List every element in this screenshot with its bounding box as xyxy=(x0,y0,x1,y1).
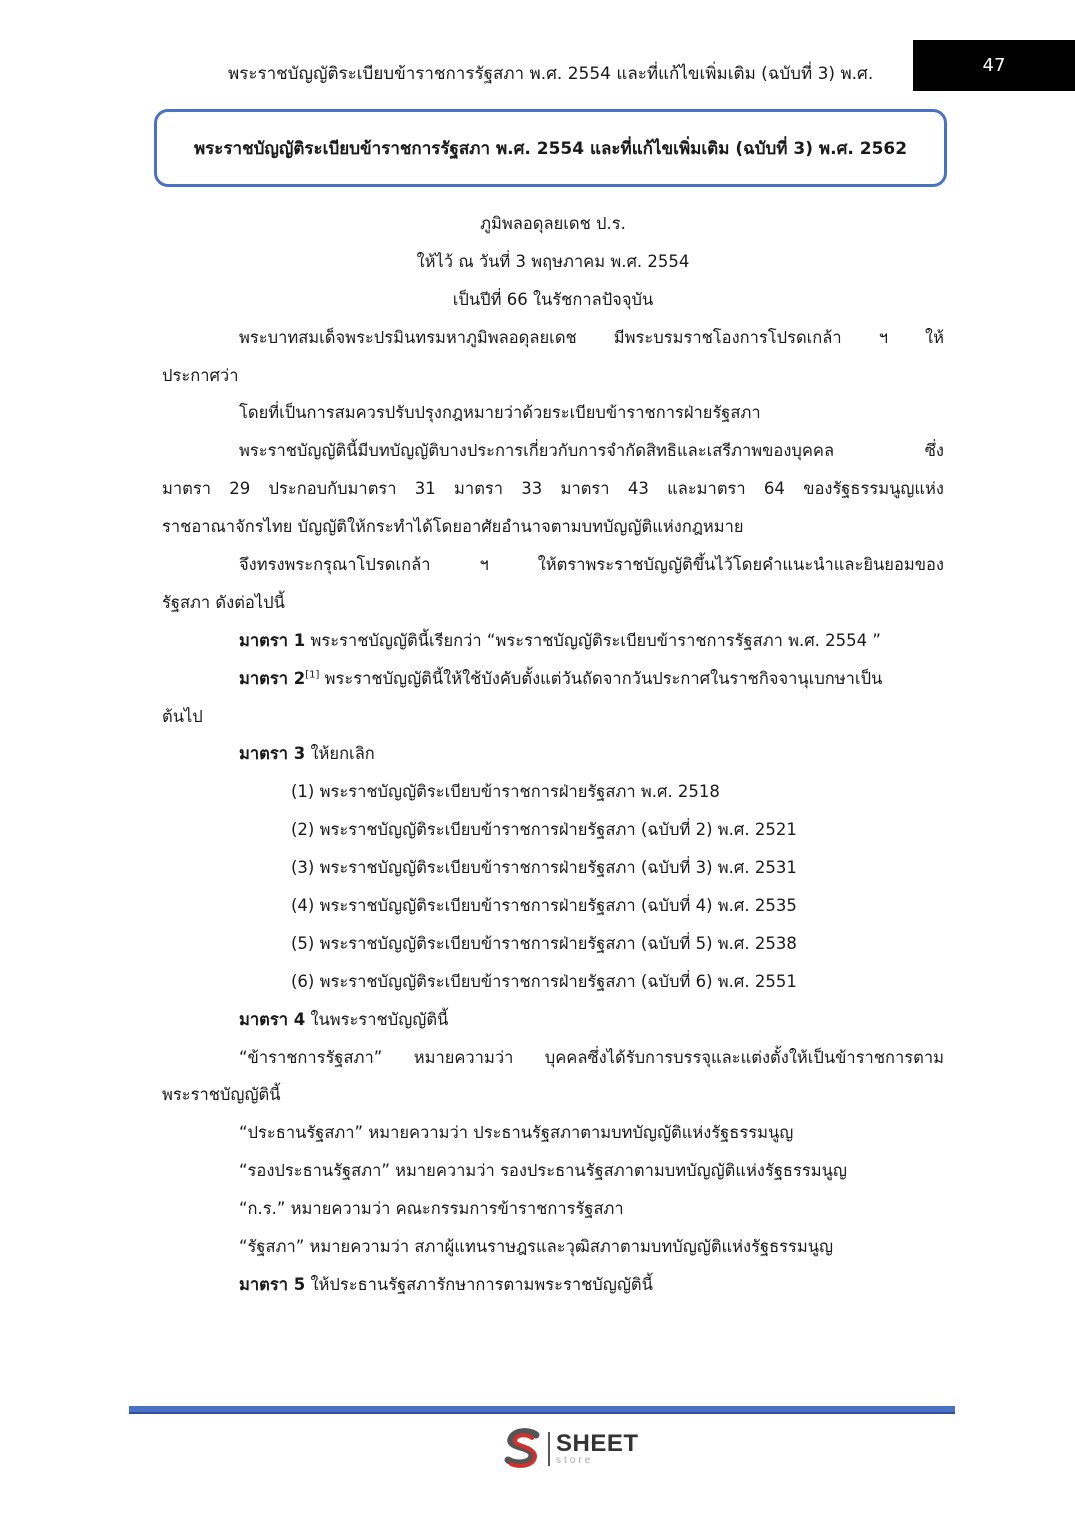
repeal-item: (6) พระราชบัญญัติระเบียบข้าราชการฝ่ายรัฐสภา (ฉบับที่ 6) พ.ศ. 2551 xyxy=(291,971,797,991)
definition-1: “ข้าราชการรัฐสภา” หมายความว่า บุคคลซึ่งได้รับการบรรจุและแต่งตั้งให้เป็นข้าราชการตาม xyxy=(239,1047,944,1067)
section-4-text: ในพระราชบัญญัตินี้ xyxy=(310,1009,449,1029)
repeal-item: (2) พระราชบัญญัติระเบียบข้าราชการฝ่ายรัฐสภา (ฉบับที่ 2) พ.ศ. 2521 xyxy=(291,820,797,840)
footnote-ref[interactable]: [1] xyxy=(305,669,320,681)
reign-year: เป็นปีที่ 66 ในรัชกาลปัจจุบัน xyxy=(452,289,654,309)
definition-5: “รัฐสภา” หมายความว่า สภาผู้แทนราษฎรและวุฒิสภาตามบทบัญญัติแห่งรัฐธรรมนูญ xyxy=(239,1237,834,1257)
section-3-label: มาตรา 3 xyxy=(239,744,306,764)
given-date: ให้ไว้ ณ วันที่ 3 พฤษภาคม พ.ศ. 2554 xyxy=(416,251,690,271)
section-2-label: มาตรา 2 xyxy=(239,668,306,688)
logo-text xyxy=(556,1432,639,1466)
section-1-label: มาตรา 1 xyxy=(239,630,306,650)
footer-divider xyxy=(129,1406,955,1414)
preamble-paragraph-3-cont: มาตรา 29 ประกอบกับมาตรา 31 มาตรา 33 มาตรา 43 และมาตรา 64 ของรัฐธรรมนูญแห่ง xyxy=(162,479,944,499)
sheet-store-logo xyxy=(502,1427,639,1471)
section-5-label: มาตรา 5 xyxy=(239,1274,306,1294)
sheet-store-logo-icon xyxy=(502,1427,544,1471)
preamble-paragraph-4-cont: รัฐสภา ดังต่อไปนี้ xyxy=(162,592,285,612)
repeal-item: (1) พระราชบัญญัติระเบียบข้าราชการฝ่ายรัฐสภา พ.ศ. 2518 xyxy=(291,782,720,802)
section-4 xyxy=(162,1001,944,1039)
logo-brand-sub: store xyxy=(556,1455,594,1466)
logo-brand: SHEET xyxy=(556,1430,639,1457)
running-header: พระราชบัญญัติระเบียบข้าราชการรัฐสภา พ.ศ. 2554 และที่แก้ไขเพิ่มเติม (ฉบับที่ 3) พ.ศ. xyxy=(228,64,874,84)
preamble-paragraph-1-cont: ประกาศว่า xyxy=(162,365,239,385)
preamble-paragraph-3: พระราชบัญญัตินี้มีบทบัญญัติบางประการเกี่ยวกับการจำกัดสิทธิและเสรีภาพของบุคคล ซึ่ง xyxy=(239,441,944,461)
definition-1-cont: พระราชบัญญัตินี้ xyxy=(162,1085,281,1105)
repeal-item: (3) พระราชบัญญัติระเบียบข้าราชการฝ่ายรัฐสภา (ฉบับที่ 3) พ.ศ. 2531 xyxy=(291,858,797,878)
section-3-text: ให้ยกเลิก xyxy=(310,744,375,764)
section-2-cont: ต้นไป xyxy=(162,706,203,726)
document-title-box xyxy=(154,109,947,187)
royal-signature: ภูมิพลอดุลยเดช ป.ร. xyxy=(480,214,626,233)
preamble-paragraph-3-end: ราชอาณาจักรไทย บัญญัติให้กระทำได้โดยอาศัยอำนาจตามบทบัญญัติแห่งกฎหมาย xyxy=(162,517,744,537)
definition-3: “รองประธานรัฐสภา” หมายความว่า รองประธานรัฐสภาตามบทบัญญัติแห่งรัฐธรรมนูญ xyxy=(239,1161,847,1181)
definition-4: “ก.ร.” หมายความว่า คณะกรรมการข้าราชการรัฐสภา xyxy=(239,1199,624,1219)
section-3 xyxy=(162,735,944,773)
repeal-item: (5) พระราชบัญญัติระเบียบข้าราชการฝ่ายรัฐสภา (ฉบับที่ 5) พ.ศ. 2538 xyxy=(291,933,797,953)
preamble-paragraph-4: จึงทรงพระกรุณาโปรดเกล้า ฯ ให้ตราพระราชบัญญัติขึ้นไว้โดยคำแนะนำและยินยอมของ xyxy=(239,555,944,575)
section-2 xyxy=(162,660,944,698)
preamble-paragraph-2: โดยที่เป็นการสมควรปรับปรุงกฎหมายว่าด้วยระเบียบข้าราชการฝ่ายรัฐสภา xyxy=(239,403,761,423)
document-title: พระราชบัญญัติระเบียบข้าราชการรัฐสภา พ.ศ. 2554 และที่แก้ไขเพิ่มเติม (ฉบับที่ 3) พ.ศ. 2562 xyxy=(193,138,908,159)
preamble-paragraph-1: พระบาทสมเด็จพระปรมินทรมหาภูมิพลอดุลยเดช มีพระบรมราชโองการโปรดเกล้า ฯ ให้ xyxy=(239,327,944,347)
section-4-label: มาตรา 4 xyxy=(239,1009,306,1029)
section-1 xyxy=(162,622,944,660)
section-1-text: พระราชบัญญัตินี้เรียกว่า “พระราชบัญญัติระเบียบข้าราชการรัฐสภา พ.ศ. 2554 ” xyxy=(310,630,881,650)
section-5-text: ให้ประธานรัฐสภารักษาการตามพระราชบัญญัตินี้ xyxy=(310,1274,653,1294)
definition-2: “ประธานรัฐสภา” หมายความว่า ประธานรัฐสภาตามบทบัญญัติแห่งรัฐธรรมนูญ xyxy=(239,1123,794,1143)
section-5 xyxy=(162,1266,944,1304)
section-2-text: พระราชบัญญัตินี้ให้ใช้บังคับตั้งแต่วันถัดจากวันประกาศในราชกิจจานุเบกษาเป็น xyxy=(324,668,883,688)
page-number: 47 xyxy=(913,40,1075,91)
document-body xyxy=(162,205,944,1304)
logo-separator xyxy=(548,1432,550,1466)
repeal-item: (4) พระราชบัญญัติระเบียบข้าราชการฝ่ายรัฐสภา (ฉบับที่ 4) พ.ศ. 2535 xyxy=(291,896,797,916)
